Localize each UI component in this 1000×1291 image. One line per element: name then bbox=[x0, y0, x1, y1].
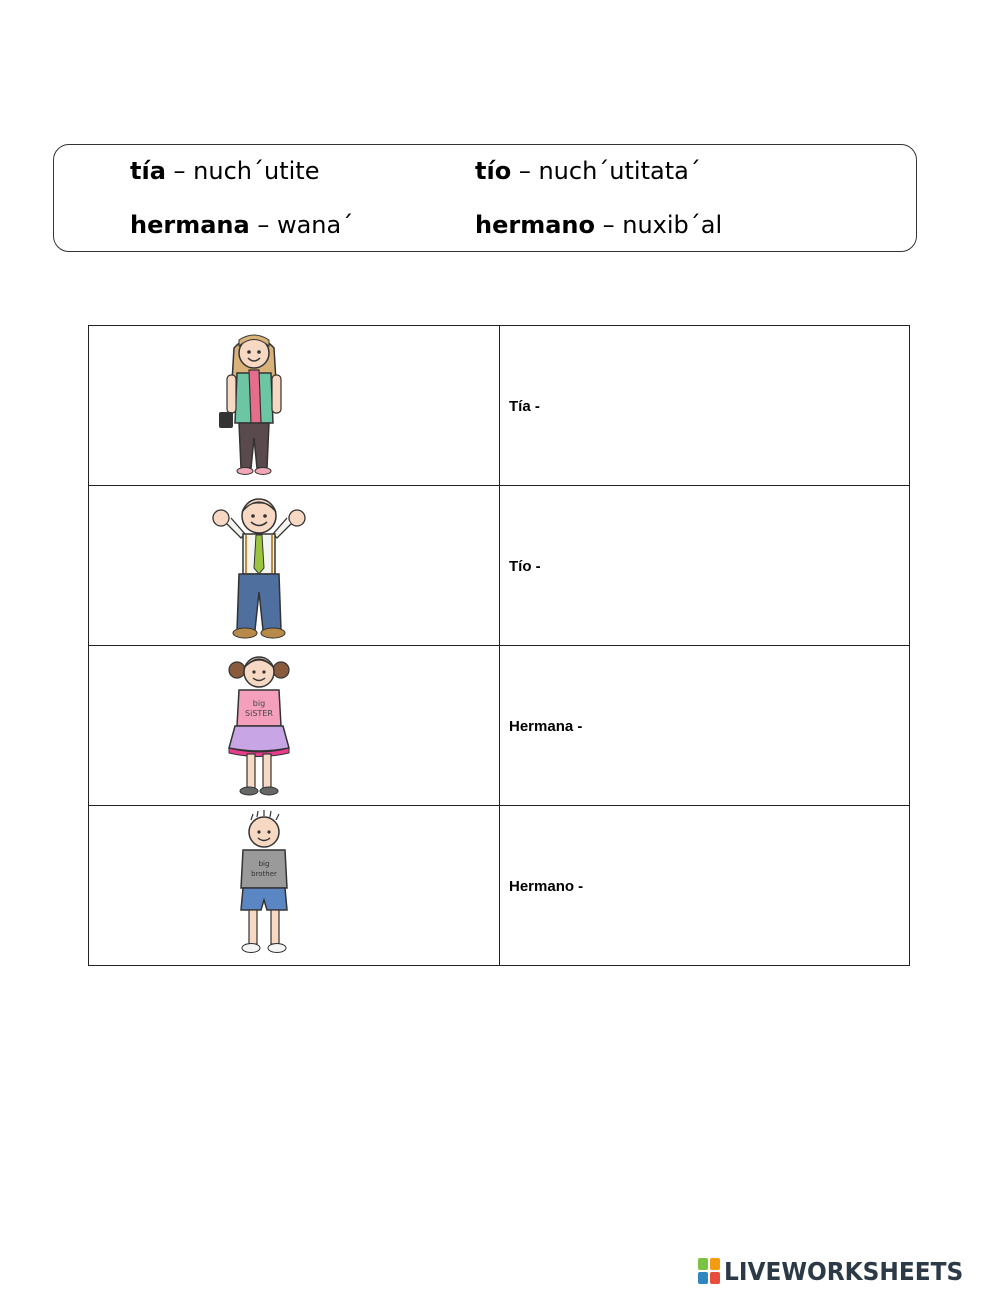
big-brother-illustration bbox=[229, 808, 299, 964]
shirt-text: big bbox=[258, 860, 270, 868]
image-cell bbox=[89, 806, 500, 966]
row-label-hermana: Hermana - bbox=[509, 718, 583, 735]
label-cell bbox=[500, 806, 910, 966]
image-cell bbox=[89, 486, 500, 646]
shirt-text: brother bbox=[251, 870, 277, 878]
row-label-tia: Tía - bbox=[509, 398, 540, 415]
image-cell bbox=[89, 326, 500, 486]
image-cell bbox=[89, 646, 500, 806]
logo-icon bbox=[698, 1258, 720, 1284]
row-label-hermano: Hermano - bbox=[509, 878, 584, 895]
row-label-tio: Tío - bbox=[509, 558, 541, 575]
table-row bbox=[89, 326, 910, 486]
aunt-illustration bbox=[209, 328, 299, 484]
shirt-text: SiSTER bbox=[245, 709, 273, 718]
shirt-text: big bbox=[252, 699, 266, 708]
vocab-entry-tia: tía – nuch´utite bbox=[130, 157, 320, 185]
vocab-entry-hermana: hermana – wana´ bbox=[130, 211, 354, 239]
big-sister-illustration bbox=[219, 648, 299, 804]
table-row bbox=[89, 646, 910, 806]
vocab-entry-hermano: hermano – nuxib´al bbox=[475, 211, 723, 239]
vocab-entry-tio: tío – nuch´utitata´ bbox=[475, 157, 701, 185]
liveworksheets-logo bbox=[698, 1254, 981, 1288]
label-cell bbox=[500, 486, 910, 646]
vocabulary-box bbox=[53, 144, 917, 252]
family-table bbox=[88, 325, 910, 966]
uncle-illustration bbox=[209, 488, 309, 644]
label-cell bbox=[500, 326, 910, 486]
table-row bbox=[89, 486, 910, 646]
label-cell bbox=[500, 646, 910, 806]
brand-text: LIVEWORKSHEETS bbox=[724, 1256, 964, 1286]
table-row bbox=[89, 806, 910, 966]
